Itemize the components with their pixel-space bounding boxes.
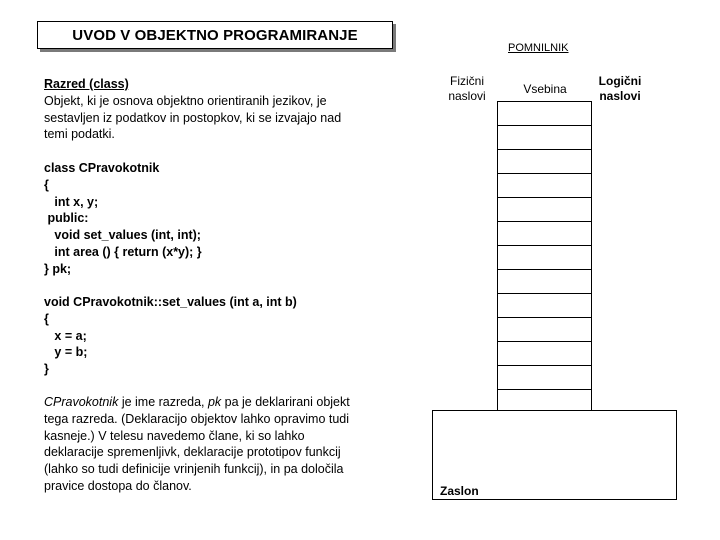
description-part-2: pa je deklarirani objekt tega razreda. (Deklaracijo objektov lahko opravimo tudi kasneje.) V telesu navedemo člane, ki so lahko deklaracije spremenljivk, deklaracije prototipov funkcij (lahko so tudi definicije vrinjenih funkcij), in pa določila pravice dostopa do članov. [44, 395, 350, 493]
class-heading: Razred (class) [44, 77, 129, 91]
memory-cell-row [498, 126, 592, 150]
memory-cell [498, 318, 592, 342]
screen-label: Zaslon [440, 484, 479, 498]
memory-cell-row [498, 294, 592, 318]
intro-section [44, 76, 341, 143]
memory-cell [498, 246, 592, 270]
slide-title: UVOD V OBJEKTNO PROGRAMIRANJE [37, 21, 393, 49]
memory-cell-row [498, 270, 592, 294]
memory-cell-row [498, 174, 592, 198]
memory-cell [498, 366, 592, 390]
memory-cell [498, 342, 592, 366]
memory-cell-row [498, 318, 592, 342]
memory-cell-row [498, 342, 592, 366]
object-name-term: pk [207, 395, 222, 409]
class-code-block: class CPravokotnik { int x, y; public: void set_values (int, int); int area () { return (x*y); } } pk; [44, 161, 202, 276]
description-paragraph [44, 394, 350, 495]
memory-cell-row [498, 198, 592, 222]
method-code-block: void CPravokotnik::set_values (int a, int b) { x = a; y = b; } [44, 295, 297, 377]
content-label: Vsebina [523, 82, 567, 96]
memory-cell [498, 126, 592, 150]
memory-cell [498, 294, 592, 318]
description-part-1: je ime razreda, [118, 395, 208, 409]
memory-cell-row [498, 102, 592, 126]
memory-cell [498, 270, 592, 294]
memory-cell [498, 102, 592, 126]
memory-cell [498, 198, 592, 222]
memory-cell-row [498, 150, 592, 174]
memory-cell [498, 150, 592, 174]
class-name-term: CPravokotnik [44, 395, 119, 409]
class-definition-text: Objekt, ki je osnova objektno orientiranih jezikov, je sestavljen iz podatkov in postopkov, ki se izvajajo nad temi podatki. [44, 93, 342, 142]
logical-address-label: Logični naslovi [598, 74, 642, 103]
physical-address-label: Fizični naslovi [448, 74, 486, 103]
memory-cell [498, 174, 592, 198]
memory-cell [498, 222, 592, 246]
memory-cell-row [498, 246, 592, 270]
memory-cell-row [498, 366, 592, 390]
memory-title: POMNILNIK [508, 42, 569, 54]
memory-cell-row [498, 222, 592, 246]
